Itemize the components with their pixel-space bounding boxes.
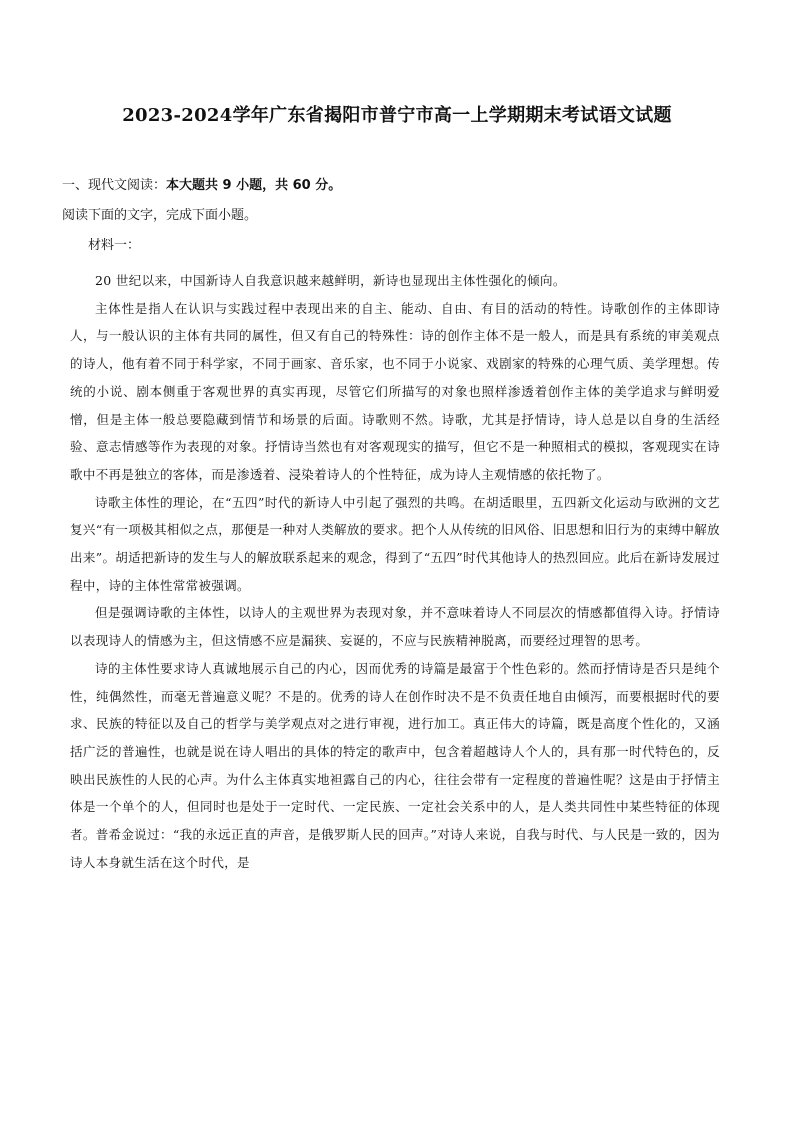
passage-paragraph-5: 诗的主体性要求诗人真诚地展示自己的内心，因而优秀的诗篇是最富于个性色彩的。然而抒情诗是否只是纯个性，纯偶然性，而毫无普遍意义呢？不是的。优秀的诗人在创作时决不是不负责任地自由倾泻，而要根据时代的要求、民族的特征以及自己的哲学与美学观点对之进行审视，进行加工。真正伟大的诗篇，既是高度个性化的，又涵括广泛的普遍性，也就是说在诗人唱出的具体的特定的歌声中，包含着超越诗人个人的，具有那一时代特色的，反映出民族性的人民的心声。为什么主体真实地袒露自己的内心，往往会带有一定程度的普遍性呢？这是由于抒情主体是一个单个的人，但同时也是处于一定时代、一定民族、一定社会关系中的人，是人类共同性中某些特征的体现者。普希金说过：“我的永远正直的声音，是俄罗斯人民的回声。”对诗人来说，自我与时代、与人民是一致的，因为诗人本身就生活在这个时代，是	[70, 660, 720, 870]
passage-paragraph-1: 20 世纪以来，中国新诗人自我意识越来越鲜明，新诗也显现出主体性强化的倾向。	[95, 273, 566, 288]
passage-paragraph-2: 主体性是指人在认识与实践过程中表现出来的自主、能动、自由、有目的活动的特性。诗歌创作的主体即诗人，与一般认识的主体有共同的属性，但又有自己的特殊性：诗的创作主体不是一般人，而是具有系统的审美观点的诗人，他有着不同于科学家，不同于画家、音乐家，也不同于小说家、戏剧家的特殊的心理气质、美学理想。传统的小说、剧本侧重于客观世界的真实再现，尽管它们所描写的对象也照样渗透着创作主体的美学追求与鲜明爱憎，但是主体一般总要隐藏到情节和场景的后面。诗歌则不然。诗歌，尤其是抒情诗，诗人总是以自身的生活经验、意志情感等作为表现的对象。抒情诗当然也有对客观现实的描写，但它不是一种照相式的模拟，客观现实在诗歌中不再是独立的客体，而是渗透着、浸染着诗人的个性特征，成为诗人主观情感的依托物了。	[70, 300, 720, 482]
section-heading	[62, 176, 341, 196]
passage-paragraph-3: 诗歌主体性的理论，在“五四”时代的新诗人中引起了强烈的共鸣。在胡适眼里，五四新文化运动与欧洲的文艺复兴“有一项极其相似之点，那便是一种对人类解放的要求。把个人从传统的旧风俗、旧思想和旧行为的束缚中解放出来”。胡适把新诗的发生与人的解放联系起来的观念，得到了“五四”时代其他诗人的热烈回应。此后在新诗发展过程中，诗的主体性常常被强调。	[70, 494, 720, 593]
section-detail: 本大题共 9 小题，共 60 分。	[166, 178, 342, 193]
page-title: 2023-2024学年广东省揭阳市普宁市高一上学期期末考试语文试题	[122, 105, 672, 126]
reading-passage	[62, 267, 724, 876]
section-prefix: 一、现代文阅读：	[62, 178, 167, 193]
passage-paragraph-4: 但是强调诗歌的主体性，以诗人的主观世界为表现对象，并不意味着诗人不同层次的情感都值得入诗。抒情诗以表现诗人的情感为主，但这情感不应是漏狭、妄诞的，不应与民族精神脱离，而要经过理智的思考。	[70, 605, 720, 649]
material-label: 材料一：	[88, 238, 141, 253]
reading-instruction: 阅读下面的文字，完成下面小题。	[62, 208, 258, 223]
